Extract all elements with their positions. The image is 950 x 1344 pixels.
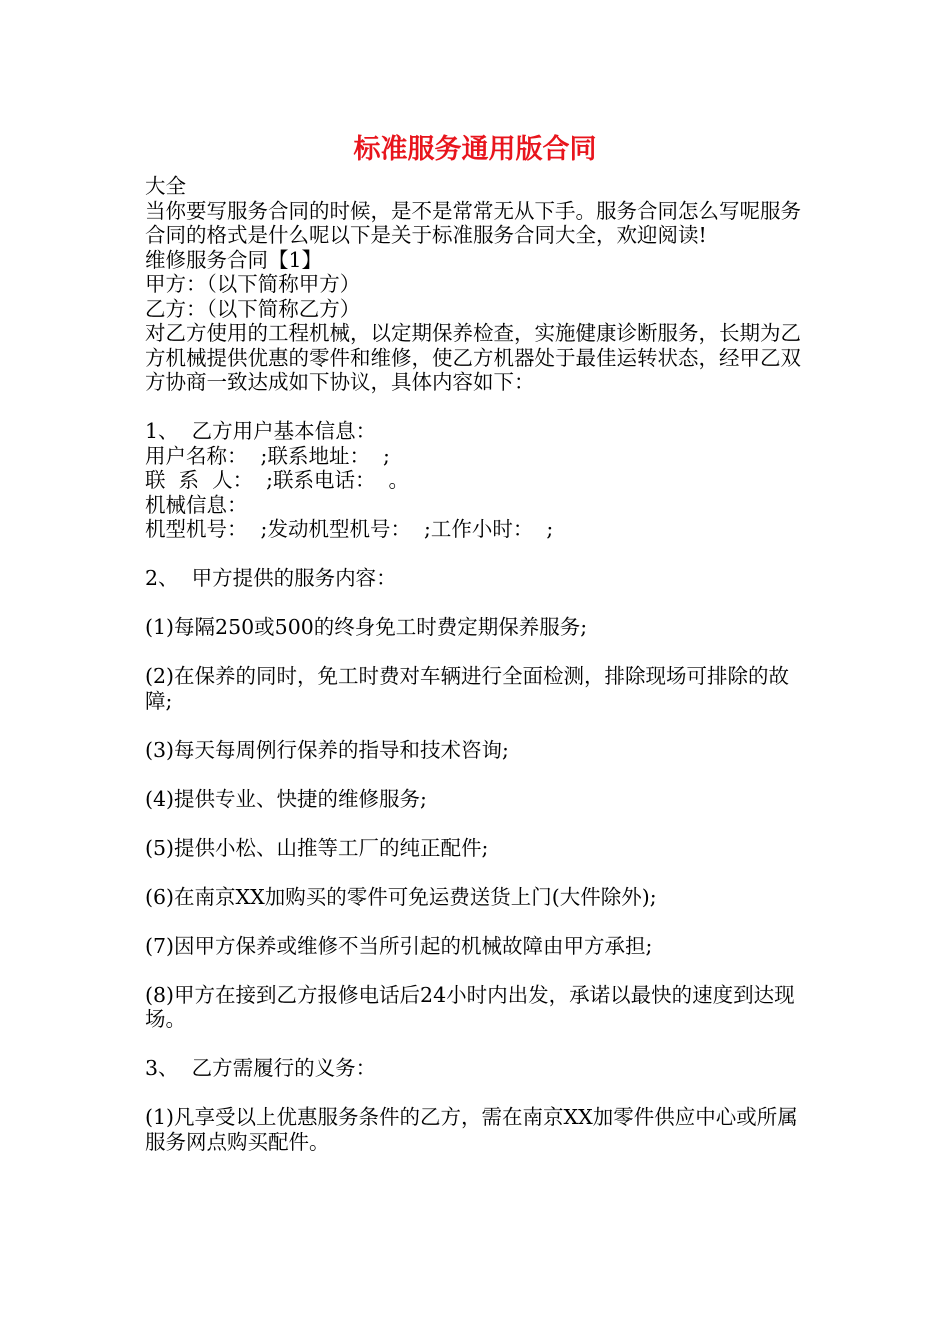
spacer: [145, 640, 810, 665]
spacer: [145, 958, 810, 983]
paragraph: 维修服务合同【1】: [145, 247, 323, 272]
list-item: (6)在南京XX加购买的零件可免运费送货上门(大件除外);: [145, 884, 657, 909]
spacer: [145, 395, 810, 420]
spacer: [145, 591, 810, 616]
list-item: (1)每隔250或500的终身免工时费定期保养服务;: [145, 615, 588, 639]
list-item: (2)在保养的同时，免工时费对车辆进行全面检测，排除现场可排除的故障;: [145, 664, 790, 713]
spacer: [145, 811, 810, 836]
paragraph: 甲方：（以下简称甲方）: [145, 272, 361, 296]
paragraph: 用户名称： ;联系地址： ;: [145, 443, 390, 468]
spacer: [145, 1081, 810, 1106]
spacer: [145, 713, 810, 738]
paragraph: 当你要写服务合同的时候，是不是常常无从下手。服务合同怎么写呢服务合同的格式是什么呢以下是关于标准服务合同大全，欢迎阅读!: [145, 198, 801, 247]
paragraph: 机械信息：: [145, 492, 248, 517]
list-item: (4)提供专业、快捷的维修服务;: [145, 786, 427, 811]
paragraph: 对乙方使用的工程机械，以定期保养检查，实施健康诊断服务，长期为乙方机械提供优惠的零件和维修，使乙方机器处于最佳运转状态，经甲乙双方协商一致达成如下协议，具体内容如下：: [145, 321, 801, 394]
document-title: 标准服务通用版合同: [353, 134, 597, 165]
spacer: [145, 1032, 810, 1057]
spacer: [145, 860, 810, 885]
spacer: [145, 909, 810, 934]
list-item: (8)甲方在接到乙方报修电话后24小时内出发，承诺以最快的速度到达现场。: [145, 982, 795, 1031]
spacer: [145, 542, 810, 567]
paragraph: 大全: [145, 174, 186, 198]
section-heading: 2、 甲方提供的服务内容：: [145, 566, 397, 590]
paragraph: 联 系 人： ;联系电话： 。: [145, 468, 410, 492]
paragraph: 机型机号： ;发动机型机号： ;工作小时： ;: [145, 517, 554, 541]
list-item: (3)每天每周例行保养的指导和技术咨询;: [145, 737, 509, 762]
section-heading: 1、 乙方用户基本信息：: [145, 419, 377, 443]
list-item: (7)因甲方保养或维修不当所引起的机械故障由甲方承担;: [145, 933, 653, 958]
document-body: [145, 174, 810, 1154]
paragraph: 乙方：（以下简称乙方）: [145, 296, 361, 321]
spacer: [145, 762, 810, 787]
list-item: (1)凡享受以上优惠服务条件的乙方，需在南京XX加零件供应中心或所属服务网点购买配件。: [145, 1105, 798, 1154]
list-item: (5)提供小松、山推等工厂的纯正配件;: [145, 835, 489, 860]
section-heading: 3、 乙方需履行的义务：: [145, 1056, 377, 1080]
